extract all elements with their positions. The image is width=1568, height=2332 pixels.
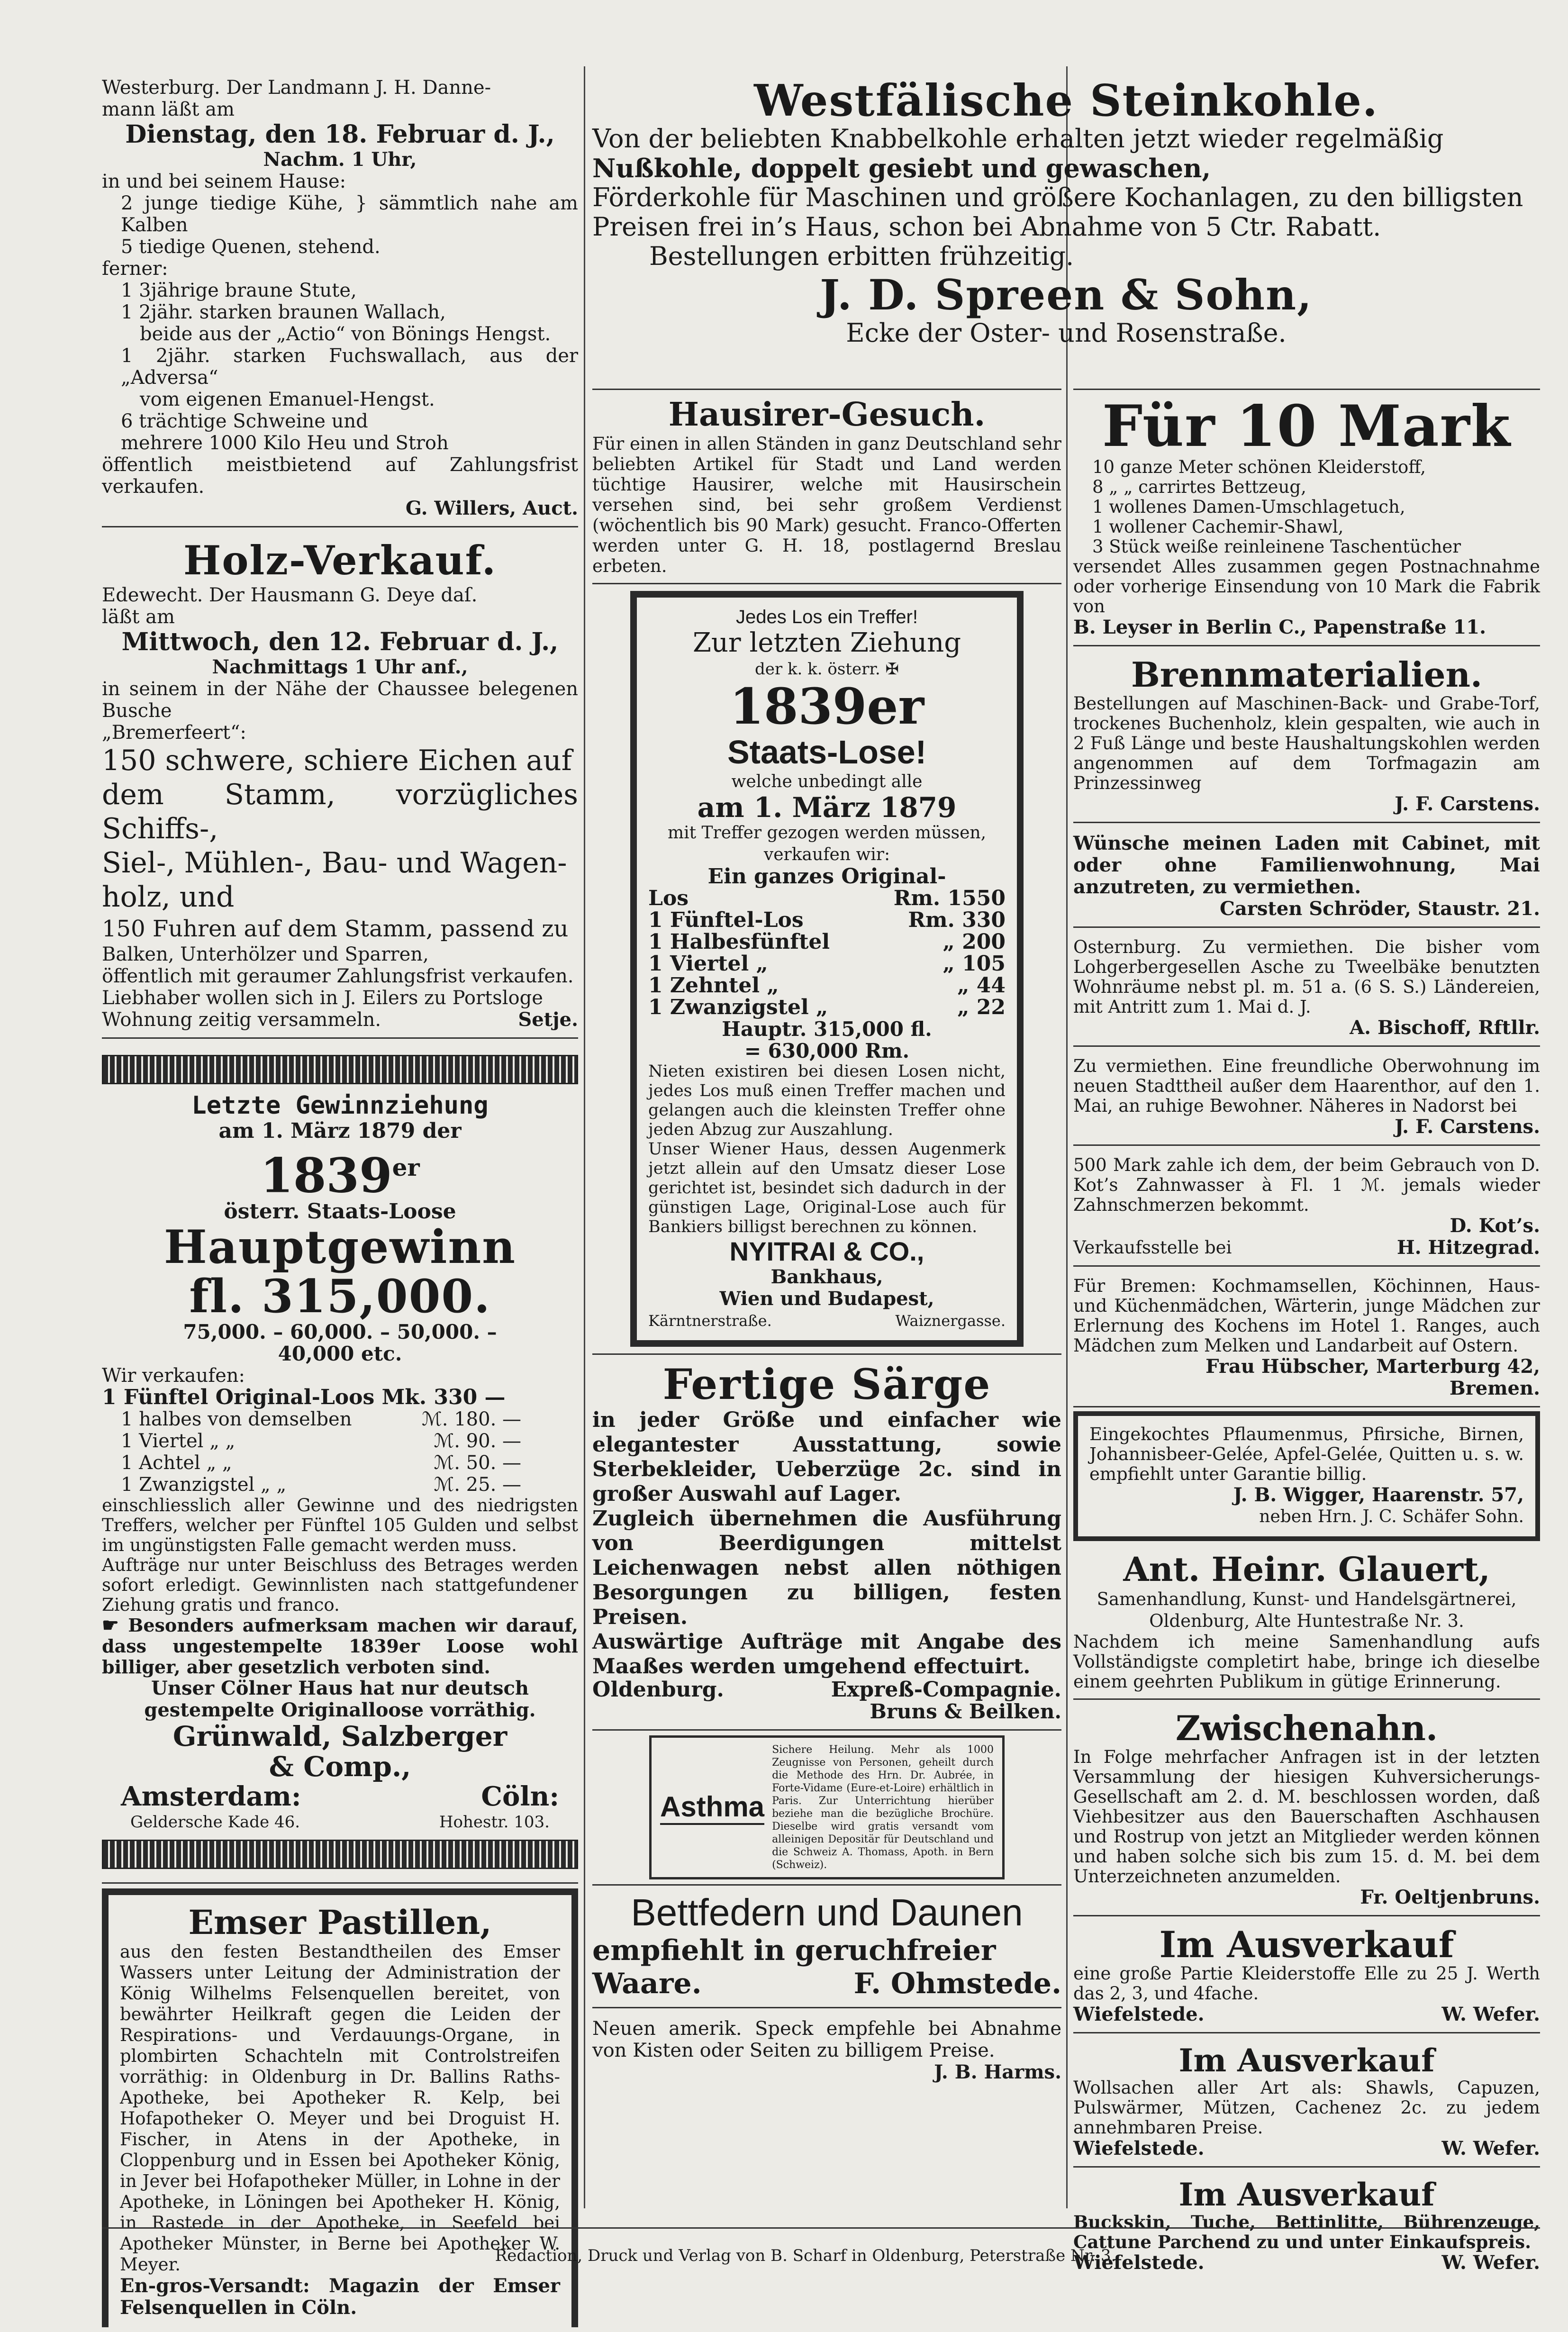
ad-text: Für einen in allen Ständen in ganz Deutschland sehr beliebten Artikel für Stadt und Land werden tüchtige Hausirer, welche mit Hausirschein versehen sind, bei sehr großem Verdienst (wöchentlich bis 90 Mark) gesucht. Franco-Offerten werden unter G. H. 18, postlagernd Breslau erbeten. bbox=[592, 434, 1061, 576]
ad-text-large: dem Stamm, vorzügliches Schiffs-, bbox=[102, 778, 578, 845]
ad-text: Verkaufsstelle bei bbox=[1073, 1237, 1232, 1258]
ad-text: Unser Wiener Haus, dessen Augenmerk jetzt allein auf den Umsatz dieser Lose gerichtet ist, besindet sich dadurch in der günstigen Lage, Original-Lose auch für Bankiers billigst berechnen zu können. bbox=[648, 1140, 1006, 1236]
price-value: Rm. 330 bbox=[908, 908, 1006, 932]
price-row bbox=[648, 997, 1006, 1018]
ad-text: 6 trächtige Schweine und bbox=[121, 410, 368, 432]
ad-time: Nachmittags 1 Uhr anf., bbox=[212, 656, 468, 678]
ad-address: Hohestr. 103. bbox=[439, 1813, 550, 1832]
ad-headline: Staats-Lose! bbox=[727, 734, 927, 771]
imprint-footer: Redaction, Druck und Verlag von B. Scharf in Oldenburg, Peterstraße Nr. 3. bbox=[495, 2246, 1116, 2265]
ad-title: Letzte Gewinnziehung bbox=[191, 1091, 489, 1120]
ad-text: öffentlich meistbietend auf Zahlungsfrist verkaufen. bbox=[102, 454, 578, 498]
ad-oberwohnung bbox=[1073, 1051, 1540, 1146]
ad-signature: Carsten Schröder, Staustr. 21. bbox=[1220, 898, 1540, 920]
ad-headline: fl. 315,000. bbox=[189, 1270, 491, 1324]
decorative-border bbox=[102, 1840, 578, 1869]
ad-text: 1 2jähr. starken braunen Wallach, bbox=[121, 301, 446, 323]
ad-text: Wollsachen aller Art als: Shawls, Capuzen, Pulswärmer, Mützen, Cachenez 2c. zu jedem annehmbaren Preise. bbox=[1073, 2078, 1540, 2138]
ad-title: Fertige Särge bbox=[662, 1360, 991, 1409]
price-value: „ 22 bbox=[957, 995, 1006, 1019]
ad-text: Liebhaber wollen sich in J. Eilers zu Portsloge bbox=[102, 987, 543, 1009]
price-currency: ℳ. bbox=[434, 1430, 460, 1452]
ad-text: in und bei seinem Hause: bbox=[102, 171, 346, 192]
ad-text: Neuen amerik. Speck empfehle bei Abnahme von Kisten oder Seiten zu billigem Preise. bbox=[592, 2018, 1061, 2061]
ad-firm: & Comp., bbox=[269, 1751, 411, 1783]
price-currency: ℳ. bbox=[422, 1408, 448, 1431]
ad-signature: W. Wefer. bbox=[1441, 2251, 1540, 2274]
ad-signature: F. Ohmstede. bbox=[853, 1967, 1061, 2000]
price-value: „ 105 bbox=[943, 952, 1006, 976]
price-name: 1 Viertel „ „ bbox=[121, 1430, 236, 1452]
ad-signature: J. B. Wigger, Haarenstr. 57, bbox=[1233, 1484, 1524, 1506]
column-rule bbox=[1066, 66, 1068, 2208]
ad-signature: G. Willers, Auct. bbox=[405, 497, 578, 519]
middle-column bbox=[592, 389, 1061, 2094]
ad-text: Bestellungen auf Maschinen-Back- und Grabe-Torf, trockenes Buchenholz, klein gespalten, wie auch in 2 Fuß Länge und beste Haushaltungskohlen werden angenommen auf dem Torfmagazin am Prinzessinweg bbox=[1073, 693, 1540, 793]
price-name: 1 Achtel „ „ bbox=[121, 1452, 232, 1474]
ad-address: Geldersche Kade 46. bbox=[130, 1813, 300, 1832]
ad-text: 8 „ „ carrirtes Bettzeug, bbox=[1092, 477, 1306, 497]
price-name: 1 Zwanzigstel „ „ bbox=[121, 1474, 287, 1496]
ad-firm: NYITRAI & CO., bbox=[729, 1236, 924, 1266]
ad-title: Zwischenahn. bbox=[1175, 1708, 1438, 1748]
pointing-hand-icon: ☛ bbox=[102, 1614, 128, 1637]
ad-text: En-gros-Versandt: Magazin der Emser Felsenquellen in Cöln. bbox=[120, 2275, 560, 2319]
ad-hausirer-gesuch bbox=[592, 389, 1061, 584]
ad-brennmaterialien bbox=[1073, 650, 1540, 823]
ad-text: welche unbedingt alle bbox=[731, 772, 923, 791]
ad-signature: H. Hitzegrad. bbox=[1396, 1236, 1540, 1259]
ad-date: Dienstag, den 18. Februar d. J., bbox=[125, 120, 555, 149]
ad-text: Wien und Budapest, bbox=[719, 1288, 934, 1310]
ad-text-large: Siel-, Mühlen-, Bau- und Wagen- bbox=[102, 846, 567, 880]
ad-ausverkauf-1 bbox=[1073, 1920, 1540, 2033]
ad-text: 2 junge tiedige Kühe, } sämmtlich nahe am Kalben bbox=[121, 192, 578, 236]
price-value: 90. — bbox=[466, 1430, 521, 1452]
ad-text: Ein ganzes Original- bbox=[707, 864, 946, 889]
ad-speck bbox=[592, 2012, 1061, 2090]
price-value: „ 200 bbox=[943, 930, 1006, 954]
ad-bremen bbox=[1073, 1270, 1540, 1407]
ad-text: Besonders aufmerksam machen wir darauf, dass ungestempelte 1839er Loose wohl billiger, aber gesetzlich verboten sind. bbox=[102, 1615, 578, 1678]
price-name: 1 Fünftel-Los bbox=[648, 908, 804, 932]
ad-text: aus den festen Bestandtheilen des Emser Wassers unter Leitung der Administration der König Wilhelms Felsenquellen bereitet, von bewährter Heilkraft gegen die Leiden der Respirations- und Verdauungs-Organe, in plombirten Schachteln mit Controlstreifen vorräthig: in Oldenburg in Dr. Ballins Raths-Apotheke, bei Apotheker R. Kelp, bei Hofapotheker O. Meyer und bei Droguist H. Fischer, in Atens in der Apotheke, in Cloppenburg und in Essen bei Apotheker König, in Jever bei Hofapotheker Müller, in Lohne in der Apotheke, in Löningen bei Apotheker H. König, in Rastede in der Apotheke, in Seefeld bei Apotheker Münster, in Berne bei Apotheker W. Meyer. bbox=[120, 1942, 560, 2275]
ad-westfaelische-steinkohle bbox=[592, 71, 1540, 354]
ad-signature: neben Hrn. J. C. Schäfer Sohn. bbox=[1259, 1507, 1524, 1526]
ad-text: Für Bremen: Kochmamsellen, Köchinnen, Haus- und Küchenmädchen, Wärterin, junge Mädchen zur Erlernung des Kochens im Hotel 1. Ranges, auch Mädchen zum Melken und Landarbeit auf Ostern. bbox=[1073, 1276, 1540, 1356]
ad-text: läßt am bbox=[102, 606, 175, 628]
ad-glauert bbox=[1073, 1545, 1540, 1700]
ad-text: ferner: bbox=[102, 258, 168, 280]
ad-text: Hauptr. 315,000 fl. bbox=[722, 1017, 932, 1041]
price-row bbox=[102, 1430, 578, 1452]
ad-year: 1839 bbox=[260, 1147, 392, 1204]
ad-city: Wiefelstede. bbox=[1073, 2251, 1205, 2274]
ad-text: in jeder Größe und einfacher wie elegantester Ausstattung, sowie Sterbekleider, Ueberzüge 2c. sind in großer Auswahl auf Lager. bbox=[592, 1408, 1061, 1506]
ad-signature: Bruns & Beilken. bbox=[870, 1700, 1061, 1723]
ad-text: Zu vermiethen. Eine freundliche Oberwohnung im neuen Stadttheil außer dem Haarenthor, auf den 1. Mai, an ruhige Bewohner. Näheres in Nadorst bei bbox=[1073, 1056, 1540, 1116]
ad-holz-verkauf bbox=[102, 531, 578, 1039]
ad-staatslose-gruenwald bbox=[102, 1043, 578, 1884]
ad-bettfedern bbox=[592, 1884, 1061, 2008]
ad-text: Von der beliebten Knabbelkohle erhalten jetzt wieder regelmäßig bbox=[592, 124, 1444, 154]
coal-ad-wide bbox=[592, 71, 1540, 358]
price-currency: ℳ. bbox=[434, 1452, 460, 1474]
price-value: 180. — bbox=[454, 1408, 521, 1431]
ad-text: empfiehlt in geruchfreier bbox=[592, 1934, 996, 1967]
price-value: 50. — bbox=[466, 1452, 521, 1474]
ad-firm: Grünwald, Salzberger bbox=[172, 1720, 508, 1753]
ad-text: der k. k. österr. bbox=[755, 660, 880, 679]
ad-title: Emser Pastillen, bbox=[188, 1903, 492, 1942]
ad-text: 1 3jährige braune Stute, bbox=[121, 280, 357, 301]
ad-text: 1 2jähr. starken Fuchswallach, aus der „Adversa“ bbox=[121, 345, 578, 389]
ad-text: Zur letzten Ziehung bbox=[692, 627, 961, 658]
decorative-border bbox=[102, 1055, 578, 1084]
ad-city: Cöln: bbox=[481, 1781, 559, 1813]
ad-text: 150 Fuhren auf dem Stamm, passend zu bbox=[102, 916, 569, 942]
ad-text: beide aus der „Actio“ von Bönings Hengst. bbox=[140, 323, 551, 345]
ad-text: Balken, Unterhölzer und Sparren, bbox=[102, 944, 429, 965]
ad-text: 75,000. – 60,000. – 50,000. – bbox=[183, 1320, 497, 1344]
ad-title: Für 10 Mark bbox=[1102, 393, 1512, 460]
ad-text: = 630,000 Rm. bbox=[744, 1039, 910, 1062]
ad-date: Mittwoch, den 12. Februar d. J., bbox=[121, 627, 559, 656]
ad-signature: Frau Hübscher, Marterburg 42, bbox=[1205, 1355, 1540, 1378]
ad-title: Im Ausverkauf bbox=[1178, 2042, 1435, 2079]
ad-title: Ant. Heinr. Glauert, bbox=[1123, 1550, 1490, 1589]
price-name: Los bbox=[648, 886, 689, 910]
ad-ausverkauf-2 bbox=[1073, 2037, 1540, 2168]
ad-text: österr. Staats-Loose bbox=[224, 1199, 456, 1224]
ad-zwischenahn bbox=[1073, 1704, 1540, 1916]
ad-text: in seinem in der Nähe der Chaussee belegenen Busche bbox=[102, 678, 578, 722]
left-column bbox=[102, 71, 578, 2332]
price-row bbox=[102, 1408, 578, 1430]
ad-text: 5 tiedige Quenen, stehend. bbox=[121, 236, 381, 258]
ad-title: Bettfedern und Daunen bbox=[631, 1891, 1023, 1933]
price-list bbox=[102, 1408, 578, 1496]
ad-text: 1 Fünftel Original-Loos Mk. 330 — bbox=[102, 1385, 506, 1410]
price-value: Rm. 1550 bbox=[893, 886, 1006, 910]
ad-text: Auswärtige Aufträge mit Angabe des Maaßes werden umgehend effectuirt. bbox=[592, 1630, 1061, 1679]
ad-text: Nußkohle, doppelt gesiebt und gewaschen, bbox=[592, 153, 1211, 183]
ad-text-large: 150 schwere, schiere Eichen auf bbox=[102, 744, 572, 777]
ad-text: Nieten existiren bei diesen Losen nicht, jedes Los muß einen Treffer machen und gelangen auch die kleinsten Treffer ohne jeden Abzug zur Auszahlung. bbox=[648, 1062, 1006, 1139]
price-value: „ 44 bbox=[957, 973, 1006, 998]
ad-year-suffix: er bbox=[392, 1153, 420, 1181]
ad-year: 1839er bbox=[729, 677, 924, 735]
ad-text: Aufträge nur unter Beischluss des Betrages werden sofort erledigt. Gewinnlisten nach stattgefundener Ziehung gratis und franco. bbox=[102, 1555, 578, 1615]
price-row bbox=[102, 1452, 578, 1474]
ad-asthma bbox=[649, 1735, 1005, 1879]
ad-text: Wünsche meinen Laden mit Cabinet, mit oder ohne Familienwohnung, Mai anzutreten, zu vermiethen. bbox=[1073, 832, 1540, 898]
ad-signature: J. B. Harms. bbox=[934, 2061, 1061, 2083]
ad-title: Im Ausverkauf bbox=[1178, 2176, 1435, 2213]
ad-text: Bankhaus, bbox=[770, 1266, 883, 1288]
ad-pflaumenmus bbox=[1073, 1411, 1540, 1541]
price-name: 1 Zehntel „ bbox=[648, 973, 779, 998]
ad-text: Edewecht. Der Hausmann G. Deye daſ. bbox=[102, 584, 478, 606]
ad-text: „Bremerfeert“: bbox=[102, 722, 246, 744]
ad-title: Holz-Verkauf. bbox=[183, 537, 497, 584]
ad-text: Wohnung zeitig versammeln. bbox=[102, 1009, 381, 1031]
ad-text: versendet Alles zusammen gegen Postnachnahme oder vorherige Einsendung von 10 Mark die Fabrik von bbox=[1073, 556, 1540, 617]
ad-text: Sichere Heilung. Mehr als 1000 Zeugnisse von Personen, geheilt durch die Methode des Hrn. Dr. Aubrée, in Forte-Vidame (Eure-et-Loire) erhältlich in Paris. Zur Unterrichtung hierüber beziehe man die bezügliche Brochüre. Dieselbe wird gratis versandt vom alleinigen Depositär für Deutschland und die Schweiz A. Thomass, Apoth. in Bern (Schweiz). bbox=[772, 1744, 994, 1871]
ad-text: Osternburg. Zu vermiethen. Die bisher vom Lohgerbergesellen Asche zu Tweelbäke benutzten Wohnräume nebst pl. m. 51 a. (6 S. S.) Ländereien, mit Antritt zum 1. Mai d. J. bbox=[1073, 937, 1540, 1017]
price-list bbox=[648, 888, 1006, 1018]
ad-text: verkaufen wir: bbox=[763, 845, 890, 864]
ad-text: Westerburg. Der Landmann J. H. Danne- bbox=[102, 77, 491, 99]
ad-time: Nachm. 1 Uhr, bbox=[263, 148, 417, 171]
ad-text: Nachdem ich meine Samenhandlung aufs Vollständigste completirt habe, bringe ich dieselbe einem geehrten Publikum in gütige Erinnerung. bbox=[1073, 1632, 1540, 1692]
ad-text: 1 wollenes Damen-Umschlagetuch, bbox=[1092, 497, 1405, 517]
price-value: 25. — bbox=[466, 1474, 521, 1496]
ad-text-large: holz, und bbox=[102, 880, 235, 914]
ad-westerburg bbox=[102, 71, 578, 527]
ad-text: Eingekochtes Pflaumenmus, Pfirsiche, Birnen, Johannisbeer-Gelée, Apfel-Gelée, Quitten u. s. w. empfiehlt unter Garantie billig. bbox=[1089, 1424, 1524, 1484]
eagle-emblem-icon: ✠ bbox=[885, 660, 899, 679]
ad-signature: J. F. Carstens. bbox=[1395, 793, 1540, 815]
ad-text: Bestellungen erbitten frühzeitig. bbox=[649, 241, 1074, 271]
ad-text: am 1. März 1879 der bbox=[218, 1119, 462, 1143]
ad-text: mit Treffer gezogen werden müssen, bbox=[667, 823, 987, 843]
price-row bbox=[102, 1474, 578, 1496]
column-rule bbox=[584, 66, 585, 2208]
ad-firm: J. D. Spreen & Sohn, bbox=[820, 270, 1313, 319]
ad-address: Ecke der Oster- und Rosenstraße. bbox=[846, 318, 1287, 348]
price-row bbox=[648, 953, 1006, 975]
ad-fuer-10-mark bbox=[1073, 389, 1540, 646]
ad-text: Buckskin, Tuche, Bettinlitte, Bührenzeuge, Cattune Parchend zu und unter Einkaufspreis. bbox=[1073, 2212, 1540, 2252]
right-column bbox=[1073, 389, 1540, 2284]
ad-title: Westfälische Steinkohle. bbox=[754, 75, 1378, 126]
ad-city: Amsterdam: bbox=[121, 1781, 301, 1813]
ad-text: einschliesslich aller Gewinne und des niedrigsten Treffers, welcher per Fünftel 105 Gulden und selbst im ungünstigsten Falle gemacht werden muss. bbox=[102, 1495, 578, 1556]
ad-text: 10 ganze Meter schönen Kleiderstoff, bbox=[1092, 457, 1426, 477]
ad-text: eine große Partie Kleiderstoffe Elle zu 25 J. Werth das 2, 3, und 4fache. bbox=[1073, 1963, 1540, 2004]
ad-text: Unser Cölner Haus hat nur deutsch gestempelte Originalloose vorräthig. bbox=[144, 1677, 536, 1722]
ad-text: Jedes Los ein Treffer! bbox=[736, 607, 918, 627]
ad-title: Im Ausverkauf bbox=[1159, 1924, 1454, 1966]
ad-text: Preisen frei in’s Haus, schon bei Abnahme von 5 Ctr. Rabatt. bbox=[592, 212, 1381, 242]
ad-ausverkauf-3 bbox=[1073, 2171, 1540, 2280]
ad-text: 1 wollener Cachemir-Shawl, bbox=[1092, 517, 1344, 537]
ad-firm: Expreß-Compagnie. bbox=[831, 1678, 1061, 1702]
ad-date: am 1. März 1879 bbox=[697, 791, 957, 824]
ad-text: 40,000 etc. bbox=[278, 1342, 402, 1366]
ad-text: mann läßt am bbox=[102, 99, 235, 120]
ad-signature: Bremen. bbox=[1449, 1377, 1540, 1399]
price-row bbox=[648, 931, 1006, 953]
ad-text: öffentlich mit geraumer Zahlungsfrist verkaufen. bbox=[102, 965, 574, 987]
ad-title: Brennmaterialien. bbox=[1131, 654, 1483, 695]
ad-signature: A. Bischoff, Rftllr. bbox=[1350, 1016, 1540, 1039]
price-name: 1 halbes von demselben bbox=[121, 1408, 352, 1431]
ad-text: Förderkohle für Maschinen und größere Kochanlagen, zu den billigsten bbox=[592, 182, 1523, 212]
ad-signature: J. F. Carstens. bbox=[1395, 1116, 1540, 1138]
ad-city: Oldenburg. bbox=[592, 1678, 724, 1702]
footer-rule bbox=[102, 2227, 1540, 2229]
ad-signature: W. Wefer. bbox=[1441, 2003, 1540, 2025]
ad-city: Wiefelstede. bbox=[1073, 2003, 1205, 2025]
ad-address: Kärntnerstraße. bbox=[648, 1312, 772, 1330]
ad-text: Zugleich übernehmen die Ausführung von Beerdigungen mittelst Leichenwagen nebst allen nöthigen Besorgungen zu billigen, festen Preisen. bbox=[592, 1506, 1061, 1629]
ad-text: vom eigenen Emanuel-Hengst. bbox=[140, 389, 435, 410]
ad-text: In Folge mehrfacher Anfragen ist in der letzten Versammlung der hiesigen Kuhversicherungs-Gesellschaft am 2. d. M. beschlossen worden, daß Viehbesitzer aus den Bauerschaften Aschhausen und Rostrup von jetzt an Mitglieder werden können und haben solche sich bis zum 15. d. M. bei dem Unterzeichneten anzumelden. bbox=[1073, 1747, 1540, 1887]
price-row bbox=[648, 909, 1006, 931]
ad-signature: B. Leyser in Berlin C., Papenstraße 11. bbox=[1073, 616, 1486, 638]
ad-laden bbox=[1073, 827, 1540, 928]
ad-text: Samenhandlung, Kunst- und Handelsgärtnerei, bbox=[1097, 1589, 1517, 1609]
price-name: 1 Halbesfünftel bbox=[648, 930, 830, 954]
ad-title: Asthma bbox=[660, 1790, 764, 1825]
ad-text: Wir verkaufen: bbox=[102, 1365, 245, 1387]
ad-city: Wiefelstede. bbox=[1073, 2137, 1205, 2160]
ad-fertige-saerge bbox=[592, 1353, 1061, 1731]
price-currency: ℳ. bbox=[434, 1474, 460, 1496]
ad-text: 3 Stück weiße reinleinene Taschentücher bbox=[1092, 536, 1461, 557]
price-row bbox=[648, 888, 1006, 909]
ad-signature: D. Kot’s. bbox=[1450, 1215, 1540, 1237]
price-name: 1 Zwanzigstel „ bbox=[648, 995, 828, 1019]
ad-text: 500 Mark zahle ich dem, der beim Gebrauch von D. Kot’s Zahnwasser à Fl. 1 ℳ. jemals wieder Zahnschmerzen bekommt. bbox=[1073, 1155, 1540, 1215]
ad-nyitrai-staatslose bbox=[630, 591, 1024, 1347]
ad-signature: Setje. bbox=[518, 1008, 578, 1031]
ad-signature: Fr. Oeltjenbruns. bbox=[1360, 1886, 1540, 1908]
ad-headline: Hauptgewinn bbox=[163, 1220, 517, 1274]
ad-osternburg bbox=[1073, 932, 1540, 1047]
price-name: 1 Viertel „ bbox=[648, 952, 768, 976]
ad-address: Waiznergasse. bbox=[895, 1312, 1006, 1330]
price-row bbox=[648, 975, 1006, 997]
ad-zahnwasser bbox=[1073, 1150, 1540, 1267]
ad-text: mehrere 1000 Kilo Heu und Stroh bbox=[121, 432, 449, 454]
ad-title: Hausirer-Gesuch. bbox=[668, 396, 986, 434]
ad-signature: W. Wefer. bbox=[1441, 2137, 1540, 2160]
ad-text: Oldenburg, Alte Huntestraße Nr. 3. bbox=[1149, 1611, 1464, 1631]
ad-text: Waare. bbox=[592, 1967, 702, 2000]
